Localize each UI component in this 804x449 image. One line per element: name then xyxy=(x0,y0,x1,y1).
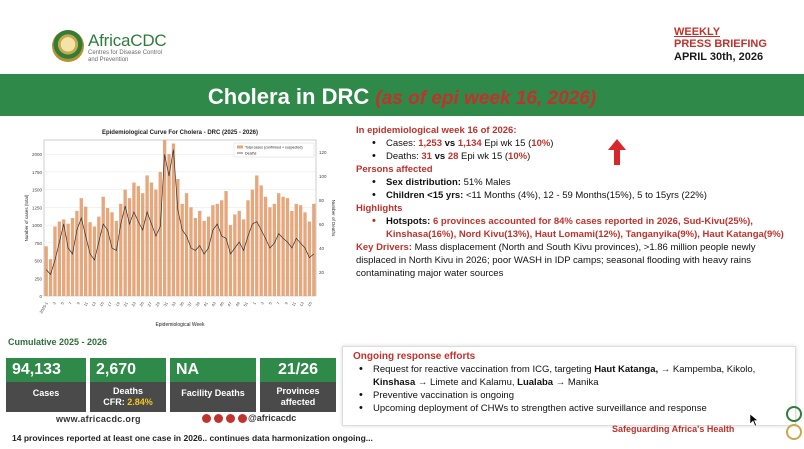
africacdc-logo xyxy=(52,30,202,66)
case-bar xyxy=(106,208,109,296)
x-tick-label: 9 xyxy=(283,301,289,306)
case-bar xyxy=(286,198,289,296)
kpi-cases-value: 94,133 xyxy=(6,358,86,382)
case-bar xyxy=(281,197,284,296)
tagline: Safeguarding Africa's Health xyxy=(612,424,735,434)
section-persons-affected: Persons affected xyxy=(356,164,433,175)
y2-axis-label: Number of Deaths xyxy=(331,199,336,237)
deaths-close: ) xyxy=(527,151,531,162)
logo-subtitle: Centres for Disease Control and Prevention xyxy=(88,50,163,63)
case-bar xyxy=(303,212,306,296)
case-bar xyxy=(194,218,197,296)
case-bar xyxy=(185,193,188,296)
case-bar xyxy=(119,204,122,296)
case-bar xyxy=(181,204,184,296)
case-bar xyxy=(207,217,210,296)
case-bar xyxy=(88,222,91,296)
case-bar xyxy=(66,224,69,296)
facebook-icon[interactable] xyxy=(214,414,223,423)
logo-name: AfricaCDC xyxy=(88,31,167,50)
x-tick-label: 7 xyxy=(275,301,281,306)
x-tick-label: 11 xyxy=(82,301,89,308)
x-tick-label: 25 xyxy=(138,301,145,308)
item1-c: → Kampemba, Kikolo, xyxy=(660,364,756,375)
case-bar xyxy=(273,204,276,296)
x-tick-label: 39 xyxy=(194,301,201,308)
hotspots-value: 6 provinces accounted for 84% cases reported in 2026, Sud-Kivu(25%), Kinshasa(16%), Nord Kivu(13%), Haut Lomami(12%), Tanganyika(9%), Haut Katanga(9%) xyxy=(386,216,784,240)
kpi-facility-label: Facility Deaths xyxy=(170,382,256,412)
epi-curve-chart xyxy=(22,126,338,332)
x-tick-label: 51 xyxy=(242,301,249,308)
cases-pct: 10% xyxy=(531,138,551,149)
sex-value: 51% Males xyxy=(463,177,511,188)
y-tick-label: 250 xyxy=(34,276,42,282)
x-tick-label: 11 xyxy=(290,301,297,308)
section-highlights: Highlights xyxy=(356,203,403,214)
children-line xyxy=(356,189,796,202)
case-bar xyxy=(242,219,245,296)
footnote-ticker: 14 provinces reported at least one case in 2026.. continues data harmonization ongoing... xyxy=(12,433,373,443)
case-bar xyxy=(128,198,131,296)
cases-line xyxy=(356,137,796,150)
hotspots-line xyxy=(356,215,796,241)
corner-emblem-icon xyxy=(784,404,802,444)
x-axis-label: Epidemiological Week xyxy=(155,322,205,328)
x-tick-label: 49 xyxy=(234,301,241,308)
y-tick-label: 1500 xyxy=(31,187,42,193)
item1-g: → Manika xyxy=(555,377,599,388)
title-sub: (as of epi week 16, 2026) xyxy=(375,88,597,109)
x-tick-label: 5 xyxy=(267,301,273,306)
x-tick-label: 47 xyxy=(226,301,233,308)
case-bar xyxy=(159,172,162,296)
youtube-icon[interactable] xyxy=(226,414,235,423)
africacdc-seal-icon xyxy=(52,30,84,62)
case-bar xyxy=(137,186,140,296)
mouse-cursor-icon xyxy=(750,414,758,426)
cfr-label: CFR: xyxy=(103,397,125,407)
case-bar xyxy=(220,200,223,296)
kpi-deaths-value: 2,670 xyxy=(90,358,166,382)
kpi-deaths-label-block xyxy=(90,382,166,412)
x-tick-label: 15 xyxy=(306,301,313,308)
kpi-facility-deaths xyxy=(170,358,256,412)
case-bar xyxy=(71,218,74,296)
kpi-deaths-label: Deaths xyxy=(112,386,143,396)
legend-swatch-cases xyxy=(237,146,243,149)
case-bar xyxy=(93,227,96,296)
ongoing-item-preventive: • Preventive vaccination is ongoing xyxy=(349,389,789,402)
case-bar xyxy=(80,198,83,296)
cases-label: Cases: xyxy=(386,138,416,149)
x-tick-label: 27 xyxy=(146,301,153,308)
x-tick-label: 29 xyxy=(154,301,161,308)
case-bar xyxy=(145,175,148,296)
vs-label-1: vs xyxy=(444,138,456,149)
kpi-cases-label: Cases xyxy=(6,382,86,412)
ongoing-title: Ongoing response efforts xyxy=(353,351,476,362)
ongoing-item-chws: • Upcoming deployment of CHWs to strengthen active surveillance and response xyxy=(349,402,789,415)
case-bar xyxy=(58,222,61,296)
kpi-deaths xyxy=(90,358,166,412)
x-tick-label: 37 xyxy=(186,301,193,308)
case-bar xyxy=(290,211,293,296)
case-bar xyxy=(123,190,126,296)
x-tick-label: 35 xyxy=(178,301,185,308)
legend-label-deaths: Deaths xyxy=(245,151,257,156)
x-tick-label: 23 xyxy=(130,301,137,308)
case-bar xyxy=(233,214,236,296)
case-bar xyxy=(84,207,87,296)
y-tick-label: 1750 xyxy=(31,169,42,175)
drivers-line xyxy=(356,241,796,280)
sex-label: Sex distribution: xyxy=(386,177,461,188)
drivers-value: Mass displacement (North and South Kivu provinces), >1.86 million people newly displaced in North Kivu in 2026; poor WASH in IDP camps; seasonal flooding with heavy rains contaminating major water sources xyxy=(356,242,756,279)
ongoing-item-vaccination-request xyxy=(349,363,789,389)
kpi-provinces-value: 21/26 xyxy=(260,358,336,382)
y-tick-label: 1000 xyxy=(31,223,42,229)
x-icon[interactable] xyxy=(202,414,211,423)
title-main: Cholera in DRC xyxy=(207,84,370,109)
y-tick-label: 0 xyxy=(39,294,42,299)
case-bar xyxy=(141,193,144,296)
y2-tick-label: 100 xyxy=(319,174,327,179)
deaths-tail: Epi wk 15 ( xyxy=(461,151,509,162)
x-tick-label: 13 xyxy=(298,301,305,308)
x-tick-label: 3 xyxy=(51,301,57,306)
case-bar xyxy=(229,225,232,296)
item1-d: Kinshasa xyxy=(373,377,416,388)
y-tick-label: 750 xyxy=(34,240,42,246)
case-bar xyxy=(264,197,267,296)
cases-prev: 1,134 xyxy=(457,138,482,149)
case-bar xyxy=(308,222,311,296)
children-value: <11 Months (4%), 12 - 59 Months(15%), 5 to 15yrs (22%) xyxy=(466,190,707,201)
deaths-line xyxy=(356,150,796,163)
x-tick-label: 9 xyxy=(75,301,81,306)
case-bar xyxy=(277,193,280,296)
case-bar xyxy=(198,211,201,296)
y2-tick-label: 80 xyxy=(319,198,325,203)
case-bar xyxy=(75,211,78,296)
section-epi-week: In epidemiological week 16 of 2026: xyxy=(356,125,517,136)
up-arrow-icon xyxy=(608,139,626,165)
x-tick-label: 3 xyxy=(259,301,265,306)
y2-tick-label: 40 xyxy=(319,246,325,251)
x-tick-label: 33 xyxy=(170,301,177,308)
deaths-now: 31 xyxy=(421,151,432,162)
case-bar xyxy=(259,185,262,296)
case-bar xyxy=(295,204,298,296)
website-link[interactable]: www.africacdc.org xyxy=(56,414,141,424)
x-tick-label: 13 xyxy=(90,301,97,308)
x-tick-label: 7 xyxy=(67,301,73,306)
y-tick-label: 1250 xyxy=(31,205,42,211)
case-bar xyxy=(251,190,254,296)
y2-tick-label: 120 xyxy=(319,150,327,155)
x-tick-label: 41 xyxy=(202,301,209,308)
cases-close: ) xyxy=(550,138,554,149)
children-label: Children <15 yrs: xyxy=(386,190,464,201)
info-panel xyxy=(356,124,796,280)
y-axis-label: Number of cases (total) xyxy=(24,194,29,242)
x-tick-label: 15 xyxy=(98,301,105,308)
case-bar xyxy=(299,205,302,296)
x-tick-label: 1 xyxy=(251,301,257,306)
item1-b: Haut Katanga, xyxy=(594,364,659,375)
case-bar xyxy=(150,183,153,296)
x-tick-label: 5 xyxy=(59,301,65,306)
case-bar xyxy=(102,197,105,296)
x-tick-label: 21 xyxy=(122,301,129,308)
kpi-facility-value: NA xyxy=(170,358,256,382)
case-bar xyxy=(312,204,315,296)
x-tick-label: 2025-1 xyxy=(38,301,49,315)
case-bar xyxy=(246,200,249,296)
cases-tail: Epi wk 15 ( xyxy=(484,138,532,149)
cumulative-label: Cumulative 2025 - 2026 xyxy=(8,337,108,347)
item1-a: Request for reactive vaccination from ICG, targeting xyxy=(373,364,592,375)
legend-label-cases: Total cases (confirmed + suspected) xyxy=(245,145,303,150)
weekly-press-briefing xyxy=(674,26,770,64)
case-bar xyxy=(255,175,258,296)
sex-line xyxy=(356,176,796,189)
item1-f: Lualaba xyxy=(517,377,554,388)
x-tick-label: 17 xyxy=(106,301,113,308)
y-tick-label: 500 xyxy=(34,258,42,264)
weekly-label: WEEKLY xyxy=(674,26,721,38)
case-bar xyxy=(163,140,166,296)
instagram-icon[interactable] xyxy=(238,414,247,423)
deaths-label: Deaths: xyxy=(386,151,419,162)
cfr-value: 2.84% xyxy=(127,397,153,407)
kpi-provinces xyxy=(260,358,336,412)
hotspots-label: Hotspots: xyxy=(386,216,431,227)
press-briefing-label: PRESS BRIEFING xyxy=(674,38,767,50)
case-bar xyxy=(268,207,271,296)
case-bar xyxy=(202,221,205,296)
kpi-cfr xyxy=(90,397,166,408)
deaths-pct: 10% xyxy=(508,151,528,162)
case-bar xyxy=(211,205,214,296)
chart-title: Epidemiological Curve For Cholera - DRC (2025 - 2026) xyxy=(101,130,259,136)
chart-svg xyxy=(22,126,338,332)
x-tick-label: 19 xyxy=(114,301,121,308)
case-bar xyxy=(238,211,241,296)
case-bar xyxy=(132,183,135,296)
deaths-prev: 28 xyxy=(447,151,459,162)
social-icons xyxy=(202,414,247,423)
x-tick-label: 45 xyxy=(218,301,225,308)
kpi-cases xyxy=(6,358,86,412)
item1-e: → Limete and Kalamu, xyxy=(417,377,515,388)
x-tick-label: 31 xyxy=(162,301,169,308)
case-bar xyxy=(154,190,157,296)
case-bar xyxy=(189,207,192,296)
y-tick-label: 2000 xyxy=(31,152,42,158)
y2-tick-label: 20 xyxy=(319,270,325,275)
vs-label-2: vs xyxy=(434,151,446,162)
ongoing-response-box xyxy=(342,346,796,426)
briefing-date: APRIL 30th, 2026 xyxy=(674,51,764,63)
case-bar xyxy=(110,212,113,296)
case-bar xyxy=(97,217,100,296)
social-handle: @africacdc xyxy=(248,413,297,423)
case-bar xyxy=(216,204,219,296)
slide-title xyxy=(0,84,804,110)
drivers-label: Key Drivers: xyxy=(356,242,412,253)
kpi-provinces-label: Provinces affected xyxy=(260,382,336,412)
case-bar xyxy=(49,259,52,296)
case-bar xyxy=(115,221,118,296)
cases-now: 1,253 xyxy=(418,138,442,149)
y2-tick-label: 60 xyxy=(319,222,325,227)
x-tick-label: 43 xyxy=(210,301,217,308)
